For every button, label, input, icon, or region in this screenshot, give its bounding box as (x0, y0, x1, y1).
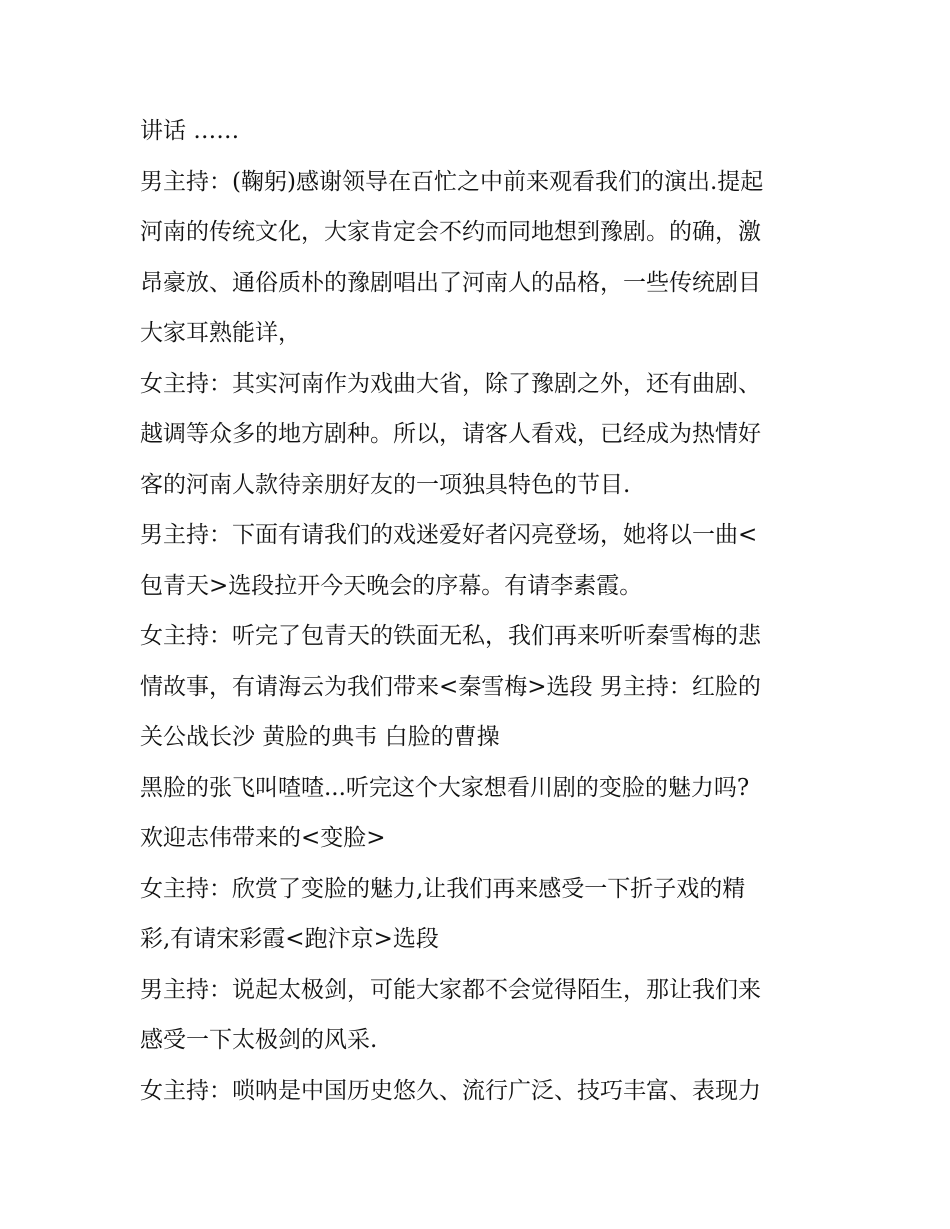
text-line: 欢迎志伟带来的<变脸> (140, 825, 386, 851)
text-line: 河南的传统文化，大家肯定会不约而同地想到豫剧。的确，激 (140, 219, 761, 245)
text-line: 客的河南人款待亲朋好友的一项独具特色的节目. (140, 471, 631, 498)
text-line: 男主持：下面有请我们的戏迷爱好者闪亮登场，她将以一曲< (140, 522, 758, 548)
text-line: 女主持：听完了包青天的铁面无私，我们再来听听秦雪梅的悲 (140, 623, 761, 649)
text-line: 讲话 …… (140, 118, 240, 144)
text-line: 情故事，有请海云为我们带来<秦雪梅>选段 男主持：红脸的 (140, 673, 761, 700)
text-line: 女主持：唢呐是中国历史悠久、流行广泛、技巧丰富、表现力 (140, 1077, 761, 1104)
text-line: 黑脸的张飞叫喳喳...听完这个大家想看川剧的变脸的魅力吗? (140, 774, 750, 801)
text-line: 包青天>选段拉开今天晚会的序幕。有请李素霞。 (140, 572, 643, 599)
text-line: 女主持：其实河南作为戏曲大省，除了豫剧之外，还有曲剧、 (140, 370, 761, 397)
text-line: 越调等众多的地方剧种。所以，请客人看戏，已经成为热情好 (140, 421, 761, 447)
document-body (140, 106, 820, 1116)
text-line: 大家耳熟能详， (140, 320, 301, 346)
text-line: 男主持：说起太极剑，可能大家都不会觉得陌生，那让我们来 (140, 976, 761, 1003)
text-line: 昂豪放、通俗质朴的豫剧唱出了河南人的品格，一些传统剧目 (140, 269, 761, 296)
text-line: 男主持：(鞠躬)感谢领导在百忙之中前来观看我们的演出.提起 (140, 168, 764, 195)
text-line: 女主持：欣赏了变脸的魅力,让我们再来感受一下折子戏的精 (140, 875, 746, 902)
text-line: 感受一下太极剑的风采. (140, 1027, 378, 1053)
text-line: 关公战长沙 黄脸的典韦 白脸的曹操 (140, 724, 500, 750)
text-line: 彩,有请宋彩霞<跑汴京>选段 (140, 926, 439, 952)
